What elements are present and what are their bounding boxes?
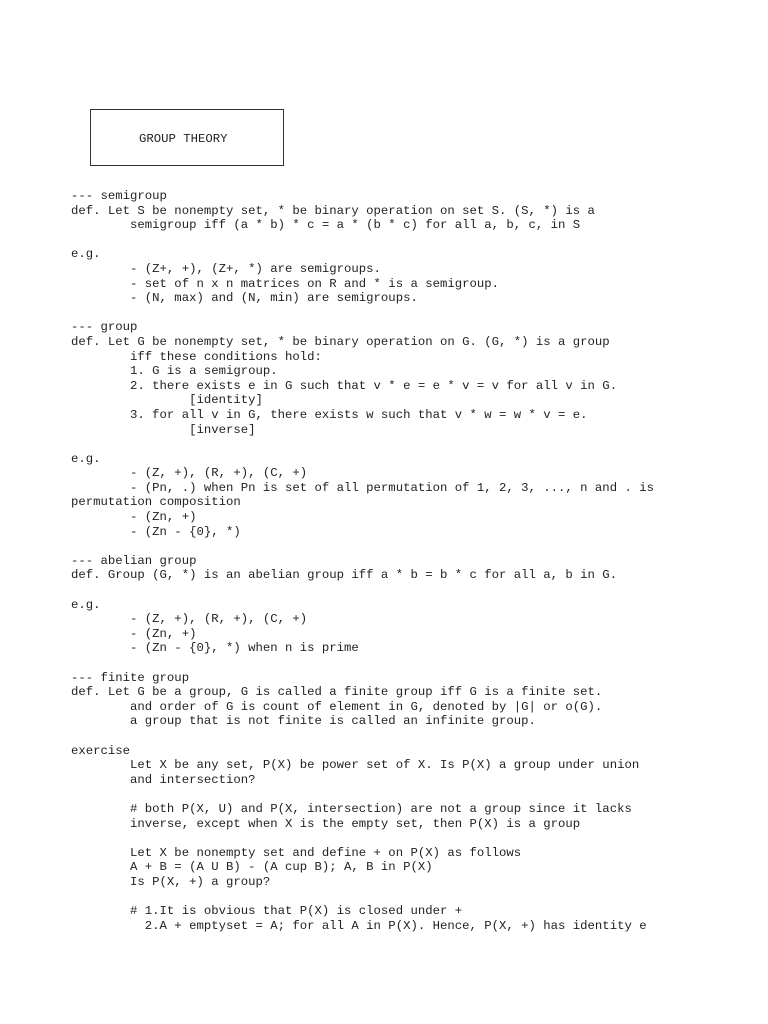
blank-line: [71, 729, 761, 744]
text-line: permutation composition: [71, 495, 241, 510]
text-line: Let X be any set, P(X) be power set of X. Is P(X) a group under union: [71, 758, 640, 773]
text-line: exercise: [71, 743, 131, 758]
text-line: - set of n x n matrices on R and * is a semigroup.: [71, 276, 500, 291]
text-line: and order of G is count of element in G, denoted by |G| or o(G).: [71, 699, 603, 714]
blank-line: [71, 306, 761, 321]
text-line: iff these conditions hold:: [71, 349, 322, 364]
text-line: def. Let G be a group, G is called a finite group iff G is a finite set.: [71, 685, 603, 700]
text-line: a group that is not finite is called an infinite group.: [71, 714, 536, 729]
text-line: # 1.It is obvious that P(X) is closed under +: [71, 904, 463, 919]
text-line: e.g.: [71, 597, 101, 612]
blank-line: [71, 583, 761, 598]
blank-line: [71, 787, 761, 802]
text-line: [inverse]: [71, 422, 256, 437]
text-line: inverse, except when X is the empty set, then P(X) is a group: [71, 816, 581, 831]
text-line: A + B = (A U B) - (A cup B); A, B in P(X): [71, 860, 433, 875]
text-line: - (N, max) and (N, min) are semigroups.: [71, 291, 418, 306]
text-line: --- semigroup: [71, 189, 167, 203]
text-line: Is P(X, +) a group?: [71, 874, 271, 889]
document-title: GROUP THEORY: [139, 132, 228, 146]
text-line: def. Let S be nonempty set, * be binary operation on set S. (S, *) is a: [71, 203, 595, 218]
text-line: 1. G is a semigroup.: [71, 364, 278, 379]
blank-line: [71, 539, 761, 554]
text-line: - (Zn, +): [71, 626, 197, 641]
text-line: - (Zn, +): [71, 510, 197, 525]
text-line: 3. for all v in G, there exists w such that v * w = w * v = e.: [71, 407, 588, 422]
text-line: --- abelian group: [71, 553, 197, 568]
text-line: e.g.: [71, 247, 101, 262]
text-line: Let X be nonempty set and define + on P(X) as follows: [71, 845, 522, 860]
text-line: semigroup iff (a * b) * c = a * (b * c) for all a, b, c, in S: [71, 218, 581, 233]
text-line: - (Z+, +), (Z+, *) are semigroups.: [71, 261, 381, 276]
text-line: [identity]: [71, 393, 263, 408]
text-line: def. Let G be nonempty set, * be binary operation on G. (G, *) is a group: [71, 334, 610, 349]
text-line: # both P(X, U) and P(X, intersection) are not a group since it lacks: [71, 801, 632, 816]
text-line: def. Group (G, *) is an abelian group iff a * b = b * c for all a, b in G.: [71, 568, 618, 583]
text-line: - (Z, +), (R, +), (C, +): [71, 466, 308, 481]
blank-line: [71, 437, 761, 452]
blank-line: [71, 890, 761, 905]
text-line: - (Zn - {0}, *): [71, 524, 241, 539]
text-line: 2.A + emptyset = A; for all A in P(X). Hence, P(X, +) has identity e: [71, 918, 647, 933]
text-line: - (Pn, .) when Pn is set of all permutation of 1, 2, 3, ..., n and . is: [71, 480, 654, 495]
blank-line: [71, 831, 761, 846]
document-body: [71, 189, 761, 933]
text-line: e.g.: [71, 451, 101, 466]
text-line: --- group: [71, 320, 138, 335]
text-line: and intersection?: [71, 772, 256, 787]
blank-line: [71, 233, 761, 248]
text-line: --- finite group: [71, 670, 190, 685]
text-line: - (Zn - {0}, *) when n is prime: [71, 641, 359, 656]
blank-line: [71, 656, 761, 671]
text-line: - (Z, +), (R, +), (C, +): [71, 612, 308, 627]
text-line: 2. there exists e in G such that v * e = e * v = v for all v in G.: [71, 378, 618, 393]
